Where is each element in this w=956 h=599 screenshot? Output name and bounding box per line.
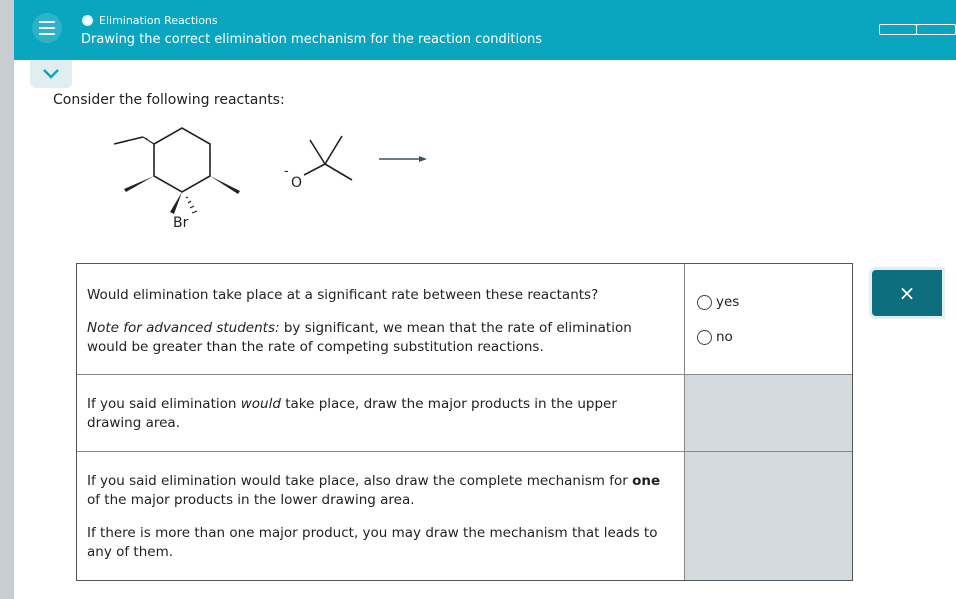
multiple-products-note: If there is more than one major product, you may draw the mechanism that leads to any of them.: [87, 525, 658, 560]
elimination-question: Would elimination take place at a significant rate between these reactants?: [87, 287, 599, 303]
products-instruction: [87, 395, 674, 433]
wedge-bond-left: [124, 176, 154, 192]
br-label: Br: [173, 215, 189, 231]
page-subtitle: Drawing the correct elimination mechanism for the reaction conditions: [81, 32, 543, 47]
table-row: [77, 264, 852, 375]
hashed-bond-ethyl: [143, 137, 154, 144]
mechanism-instruction-part1: If you said elimination would take place, also draw the complete mechanism for: [87, 473, 633, 489]
progress-bar-icon: [879, 24, 956, 35]
reactants-drawing: [96, 118, 436, 233]
close-button[interactable]: [872, 270, 942, 316]
answer-cell: [685, 264, 852, 374]
tert-butyl-group: [304, 136, 352, 180]
mechanism-instruction-bold: one: [632, 473, 661, 489]
advanced-note-body: by significant, we mean that the rate of elimination would be greater than the rate of competing substitution reactions.: [87, 320, 632, 355]
oxygen-label: O: [291, 175, 303, 191]
lower-drawing-area[interactable]: [685, 452, 852, 580]
page-frame: [14, 0, 956, 599]
prompt-text: Consider the following reactants:: [53, 92, 285, 108]
radio-no[interactable]: [697, 329, 733, 345]
topic-status-icon: [82, 15, 93, 26]
advanced-note: [87, 319, 674, 357]
topic-title: [82, 14, 218, 27]
products-instruction-part1: If you said elimination: [87, 396, 241, 412]
cyclohexane-ring: [154, 128, 210, 192]
charge-label: -: [284, 164, 289, 179]
radio-circle-icon: [697, 330, 712, 345]
radio-no-label: no: [716, 329, 733, 345]
products-instruction-italic: would: [240, 396, 281, 412]
close-icon: ×: [898, 281, 916, 305]
wedge-bond-right: [210, 176, 240, 194]
radio-circle-icon: [697, 295, 712, 310]
table-row: [77, 452, 852, 580]
mechanism-instruction-part2: of the major products in the lower drawing area.: [87, 492, 415, 508]
instruction-cell: [77, 375, 685, 451]
upper-drawing-area[interactable]: [685, 375, 852, 451]
hamburger-menu-icon[interactable]: [32, 13, 62, 43]
advanced-note-label: Note for advanced students:: [87, 320, 280, 336]
products-instruction-part2: take place, draw the major products in the upper drawing area.: [87, 396, 617, 431]
wedge-bond-br: [170, 192, 182, 214]
mechanism-instruction: [87, 472, 674, 510]
hashed-bond-down: [186, 197, 197, 213]
chevron-down-icon: [42, 68, 60, 80]
collapse-button[interactable]: [30, 60, 72, 88]
reaction-arrow: [379, 156, 427, 162]
topic-label: Elimination Reactions: [99, 14, 218, 27]
header-bar: [14, 0, 956, 60]
radio-yes-label: yes: [716, 294, 740, 310]
question-table: [76, 263, 853, 581]
question-cell: [77, 264, 685, 374]
table-row: [77, 375, 852, 452]
instruction-cell: [77, 452, 685, 580]
radio-yes[interactable]: [697, 294, 739, 310]
